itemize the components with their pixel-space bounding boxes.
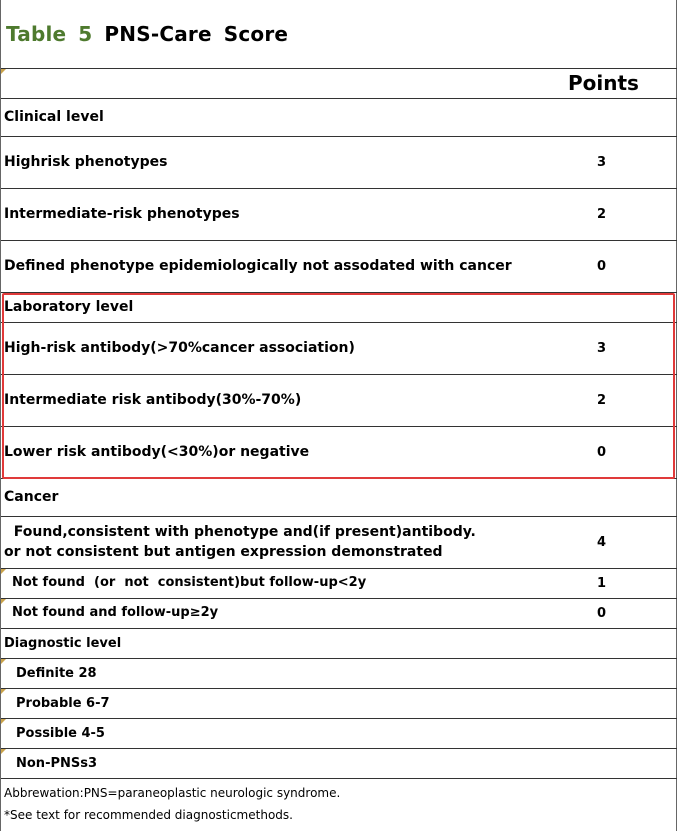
laboratory-heading: Laboratory level [4,299,134,315]
table-title [6,22,288,46]
table-row [1,426,677,478]
row-label: Highrisk phenotypes [4,154,168,170]
table-row [1,374,677,426]
row-label: Definite 28 [16,666,97,681]
row-label: Intermediate risk antibody(30%-70%) [4,392,302,408]
clinical-heading: Clinical level [4,109,104,125]
table-row [1,188,677,240]
row-label: Possible 4-5 [16,726,105,741]
row-label: Not found and follow-up≥2y [12,605,219,620]
row-label-line2: or not consistent but antigen expression demonstrated [4,544,443,560]
section-heading-clinical [1,98,677,136]
table-row [1,748,677,778]
row-label-line1: Found,consistent with phenotype and(if present)antibody. [4,524,476,540]
table-row [1,240,677,292]
footnotes [1,778,677,831]
table-row [1,568,677,598]
points-column-header: Points [568,71,639,95]
table-row [1,516,677,568]
section-heading-diagnostic [1,628,677,658]
row-points: 0 [597,445,607,460]
table-row [1,598,677,628]
table-row [1,136,677,188]
row-points: 4 [597,535,607,550]
row-points: 3 [597,341,607,356]
table-word: Table [6,22,67,46]
cancer-heading: Cancer [4,489,59,505]
row-label: High-risk antibody(>70%cancer association) [4,340,355,356]
diagnostic-heading: Diagnostic level [4,636,122,651]
table-number: 5 [78,22,93,46]
row-points: 3 [597,155,607,170]
table-row [1,322,677,374]
row-points: 0 [597,259,607,274]
row-points: 2 [597,393,607,408]
row-label: Intermediate-risk phenotypes [4,206,240,222]
table-row [1,688,677,718]
section-heading-cancer [1,478,677,516]
row-label: Probable 6-7 [16,696,110,711]
table-name: PNS-Care [104,22,212,46]
footnote-abbreviation: Abbrewation:PNS=paraneoplastic neurologic syndrome. [4,786,341,800]
row-points: 0 [597,606,607,621]
row-label: Not found (or not consistent)but follow-up<2y [12,575,367,590]
row-label: Non-PNSs3 [16,756,98,771]
table-row [1,658,677,688]
footnote-see-text: *See text for recommended diagnosticmethods. [4,808,293,822]
table-row [1,718,677,748]
section-heading-laboratory [1,292,677,322]
row-label: Defined phenotype epidemiologically not assodated with cancer [4,258,512,274]
row-points: 2 [597,207,607,222]
row-points: 1 [597,576,607,591]
row-label: Lower risk antibody(<30%)or negative [4,444,310,460]
table-score-word: Score [223,22,289,46]
